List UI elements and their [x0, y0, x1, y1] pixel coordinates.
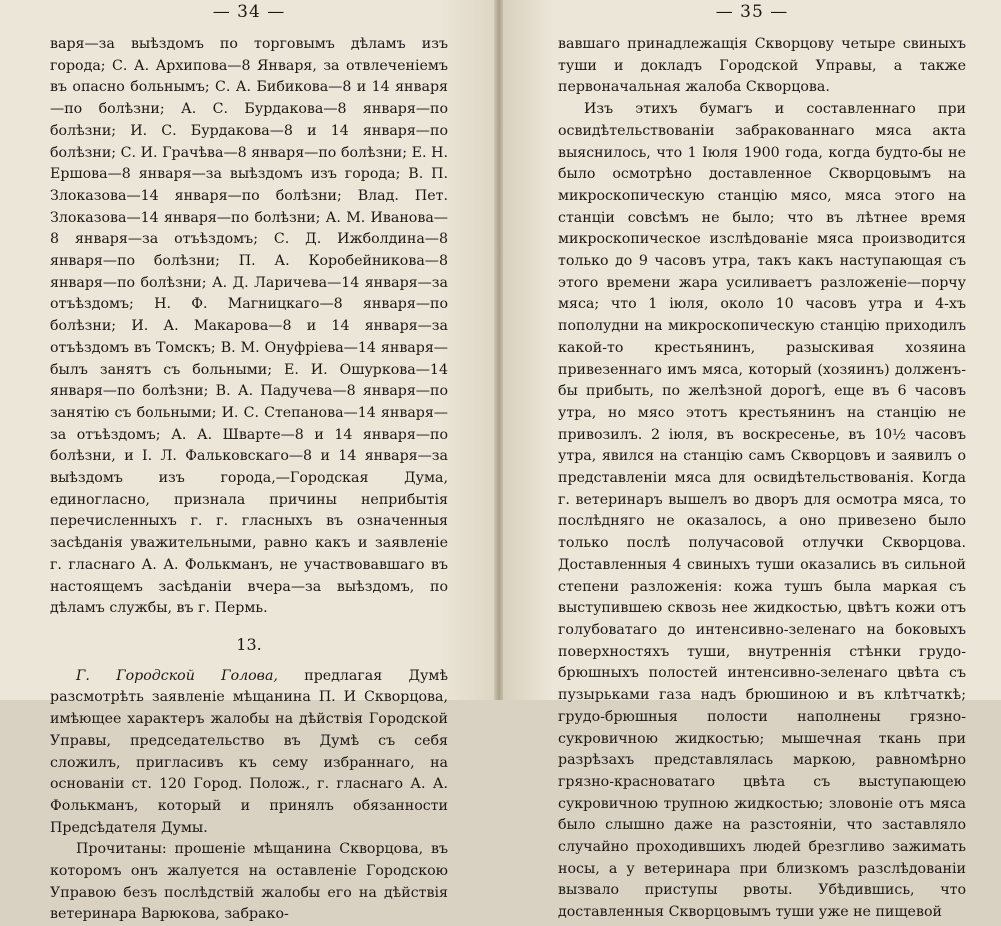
left-paragraph-2 — [50, 666, 448, 840]
left-page — [0, 0, 498, 923]
page-number-right: — 35 — — [715, 2, 789, 22]
right-paragraph-2: Изъ этихъ бумагъ и составленнаго при освидѣтельствованіи забракованнаго мяса акта выяснилось, что 1 Іюля 1900 года, когда будто-бы не было осмотрѣно доставленное Скворцовымъ на микроскопическую станцію мясо, мяса этого на станціи совсѣмъ не было; что въ лѣтнее время микроскопическое изслѣдованіе мяса производится только до 9 часовъ утра, такъ какъ наступающая съ этого времени жара усиливаетъ разложеніе—порчу мяса; что 1 іюля, около 10 часовъ утра и 4-хъ пополудни на микроскопическую станцію приходилъ какой-то крестьянинъ, разыскивая хозяина привезеннаго имъ мяса, который (хозяинъ) долженъ-бы прибыть, по желѣзной дорогѣ, еще въ 6 часовъ утра, но мясо этотъ крестьянинъ на станцію не привозилъ. 2 іюля, въ воскресенье, въ 10½ часовъ утра, явился на станцію самъ Скворцовъ и заявилъ о представленіи мяса для освидѣтельствованія. Когда г. ветеринаръ вышелъ во дворъ для осмотра мяса, то послѣдняго не оказалось, а оно привезено было только послѣ получасовой отлучки Скворцова. Доставленныя 4 свиныхъ туши оказались въ сильной степени разложенія: кожа тушъ была маркая съ выступившею сквозь нее жидкостью, цвѣтъ кожи отъ голубоватаго до интенсивно-зеленаго на боковыхъ поверхностяхъ туши, внутреннія стѣнки грудо-брюшныхъ полостей интенсивно-зеленаго цвѣта съ пузырьками газа надъ брюшиною и въ клѣтчаткѣ; грудо-брюшныя полости наполнены грязно-сукровичною жидкостью; мышечная ткань при разрѣзахъ представлялась маркою, равномѣрно грязно-красноватаго цвѣта съ выступающею сукровичною трупною жидкостью; зловоніе отъ мяса было слышно даже на разстояніи, что заставляло случайно проходившихъ людей брезгливо зажимать носы, а у ветеринара при близкомъ разслѣдованіи вызвало приступы рвоты. Убѣдившись, что доставленныя Скворцовымъ туши уже не пищевой — [558, 101, 966, 921]
right-paragraph-1: вавшаго принадлежащія Скворцову четыре свиныхъ туши и докладъ Городской Управы, а также первоначальная жалоба Скворцова. — [558, 36, 966, 96]
left-paragraph-1: варя—за выѣздомъ по торговымъ дѣламъ изъ города; С. А. Архипова—8 Января, за отвлеченіемъ въ опасно больнымъ; С. А. Бибикова—8 и 14 января—по болѣзни; А. С. Бурдакова—8 января—по болѣзни; И. С. Бурдакова—8 и 14 января—по болѣзни; С. И. Грачѣва—8 января—по болѣзни; Е. Н. Ершова—8 января—за выѣздомъ изъ города; В. П. Злоказова—14 января—по болѣзни; Влад. Пет. Злоказова—14 января—по болѣзни; А. М. Иванова—8 января—за отъѣздомъ; С. Д. Ижболдина—8 января—по болѣзни; П. А. Коробейникова—8 января—по болѣзни; А. Д. Ларичева—14 января—за отъѣздомъ; Н. Ф. Магницкаго—8 января—по болѣзни; И. А. Макарова—8 и 14 января—за отъѣздомъ въ Томскъ; В. М. Онуфріева—14 января—былъ занятъ съ больными; Е. И. Ошуркова—14 января—по болѣзни; В. А. Падучева—8 января—по занятію съ больными; И. С. Степанова—14 января—за отъѣздомъ; А. А. Шварте—8 и 14 января—по болѣзни, и І. Л. Фальковскаго—8 и 14 января—за выѣздомъ изъ города,—Городская Дума, единогласно, признала причины неприбытія перечисленныхъ г. г. гласныхъ въ означенныя засѣданія уважительными, равно какъ и заявленіе г. гласнаго А. А. Фолькманъ, не участвовавшаго въ настоящемъ засѣданіи вчера—за выѣздомъ, по дѣламъ службы, въ г. Пермь. — [50, 36, 448, 617]
section-number: 13. — [236, 634, 262, 654]
left-paragraph-2-body: предлагая Думѣ разсмотрѣть заявленіе мѣщанина П. И Скворцова, имѣющее характеръ жалобы на дѣйствія Городской Управы, председательство въ Думѣ съ себя сложилъ, пригласивъ къ сему избраннаго, на основаніи ст. 120 Город. Полож., г. гласнаго А. А. Фолькманъ, который и принялъ обязанности Предсѣдателя Думы. — [50, 667, 448, 836]
left-paragraph-2-lead: Г. Городской Голова, — [76, 667, 278, 684]
right-page-text — [558, 34, 966, 924]
right-page — [503, 0, 1001, 921]
left-paragraph-3: Прочитаны: прошеніе мѣщанина Скворцова, въ которомъ онъ жалуется на оставленіе Городскою Управою безъ послѣдствій жалобы его на дѣйствія ветеринара Варюкова, забрако- — [50, 841, 448, 923]
left-page-text — [50, 34, 448, 926]
page-number-left: — 34 — — [212, 2, 286, 22]
